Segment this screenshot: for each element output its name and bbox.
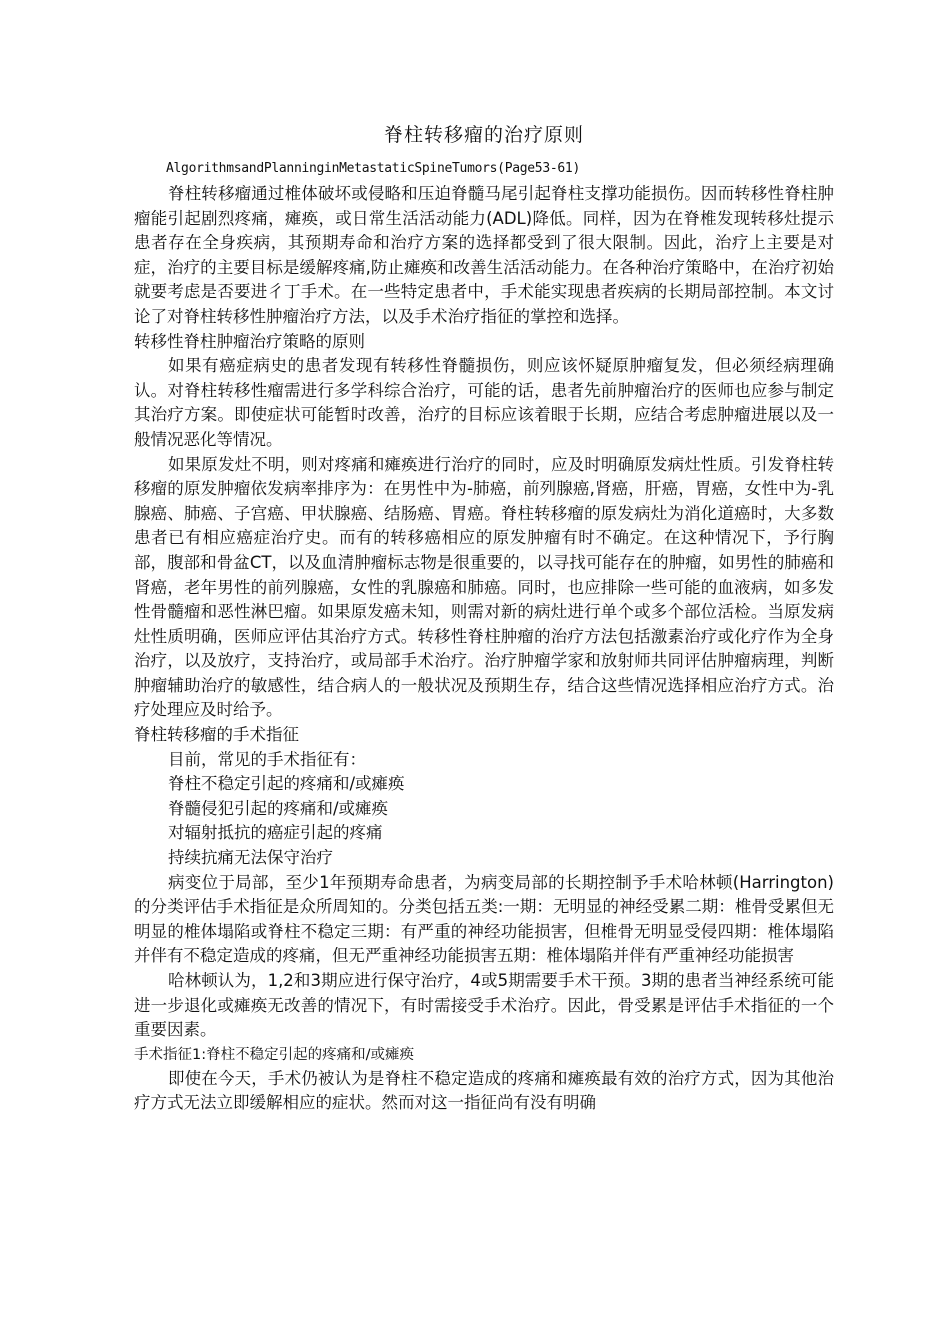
section-heading-indications: 脊柱转移瘤的手术指征 — [134, 725, 299, 745]
paragraph-harrington-stages: 哈林顿认为，1,2和3期应进行保守治疗，4或5期需要手术干预。3期的患者当神经系统可能进一步退化或瘫痪无改善的情况下，有时需接受手术治疗。因此，骨受累是评估手术指征的一个重要因素。 — [134, 971, 834, 1040]
paragraph-intro: 脊柱转移瘤通过椎体破坏或侵略和压迫脊髓马尾引起脊柱支撑功能损伤。因而转移性脊柱肿瘤能引起剧烈疼痛，瘫痪，或日常生活活动能力(ADL)降低。同样，因为在脊椎发现转移灶提示患者存在全身疾病，其预期寿命和治疗方案的选择都受到了很大限制。因此，治疗上主要是对症，治疗的主要目标是缓解疼痛,防止瘫痪和改善生活活动能力。在各种治疗策略中，在治疗初始就要考虑是否要进彳丁手术。在一些特定患者中，手术能实现患者疾病的长期局部控制。本文讨论了对脊柱转移性肿瘤治疗方法，以及手术治疗指征的掌控和选择。 — [134, 184, 834, 326]
document-subtitle: AlgorithmsandPlanninginMetastaticSpineTumors(Page53-61) — [166, 161, 580, 176]
paragraph-history: 如果有癌症病史的患者发现有转移性脊髓损伤，则应该怀疑原肿瘤复发，但必须经病理确认。对脊柱转移性瘤需进行多学科综合治疗，可能的话，患者先前肿瘤治疗的医师也应参与制定其治疗方案。即使症状可能暂时改善，治疗的目标应该着眼于长期，应结合考虑肿瘤进展以及一般情况恶化等情况。 — [134, 356, 834, 449]
list-item: 持续抗痛无法保守治疗 — [168, 848, 333, 868]
list-item: 对辐射抵抗的癌症引起的疼痛 — [168, 823, 383, 843]
list-item: 脊柱不稳定引起的疼痛和/或瘫痪 — [168, 774, 405, 794]
paragraph-primary-lesion: 如果原发灶不明，则对疼痛和瘫痪进行治疗的同时，应及时明确原发病灶性质。引发脊柱转移瘤的原发肿瘤依发病率排序为：在男性中为-肺癌，前列腺癌,肾癌，肝癌，胃癌，女性中为-乳腺癌、肺癌、子宫癌、甲状腺癌、结肠癌、胃癌。脊柱转移瘤的原发病灶为消化道癌时，大多数患者已有相应癌症治疗史。而有的转移癌相应的原发肿瘤有时不确定。在这种情况下，予行胸部，腹部和骨盆CT，以及血清肿瘤标志物是很重要的，以寻找可能存在的肿瘤，如男性的肺癌和肾癌，老年男性的前列腺癌，女性的乳腺癌和肺癌。同时，也应排除一些可能的血液病，如多发性骨髓瘤和恶性淋巴瘤。如果原发癌未知，则需对新的病灶进行单个或多个部位活检。当原发病灶性质明确，医师应评估其治疗方式。转移性脊柱肿瘤的治疗方法包括激素治疗或化疗作为全身治疗，以及放疗，支持治疗，或局部手术治疗。治疗肿瘤学家和放射师共同评估肿瘤病理，判断肿瘤辅助治疗的敏感性，结合病人的一般状况及预期生存，结合这些情况选择相应治疗方式。治疗处理应及时给予。 — [134, 454, 834, 720]
section-heading-principles: 转移性脊柱肿瘤治疗策略的原则 — [134, 331, 365, 351]
document-title: 脊柱转移瘤的治疗原则 — [383, 124, 584, 146]
list-intro: 目前，常见的手术指征有： — [168, 749, 366, 769]
list-item: 脊髓侵犯引起的疼痛和/或瘫痪 — [168, 798, 389, 818]
paragraph-harrington: 病变位于局部，至少1年预期寿命患者，为病变局部的长期控制予手术哈林顿(Harrington)的分类评估手术指征是众所周知的。分类包括五类:一期：无明显的神经受累二期：椎骨受累但无明显的椎体塌陷或脊柱不稳定三期：有严重的神经功能损害，但椎骨无明显受侵四期：椎体塌陷并伴有不稳定造成的疼痛，但无严重神经功能损害五期：椎体塌陷并伴有严重神经功能损害 — [134, 872, 834, 966]
subsection-heading-indication-1: 手术指征1:脊柱不稳定引起的疼痛和/或瘫痪 — [134, 1046, 414, 1063]
paragraph-indication-1: 即使在今天，手术仍被认为是脊柱不稳定造成的疼痛和瘫痪最有效的治疗方式，因为其他治疗方式无法立即缓解相应的症状。然而对这一指征尚有没有明确 — [134, 1068, 834, 1113]
